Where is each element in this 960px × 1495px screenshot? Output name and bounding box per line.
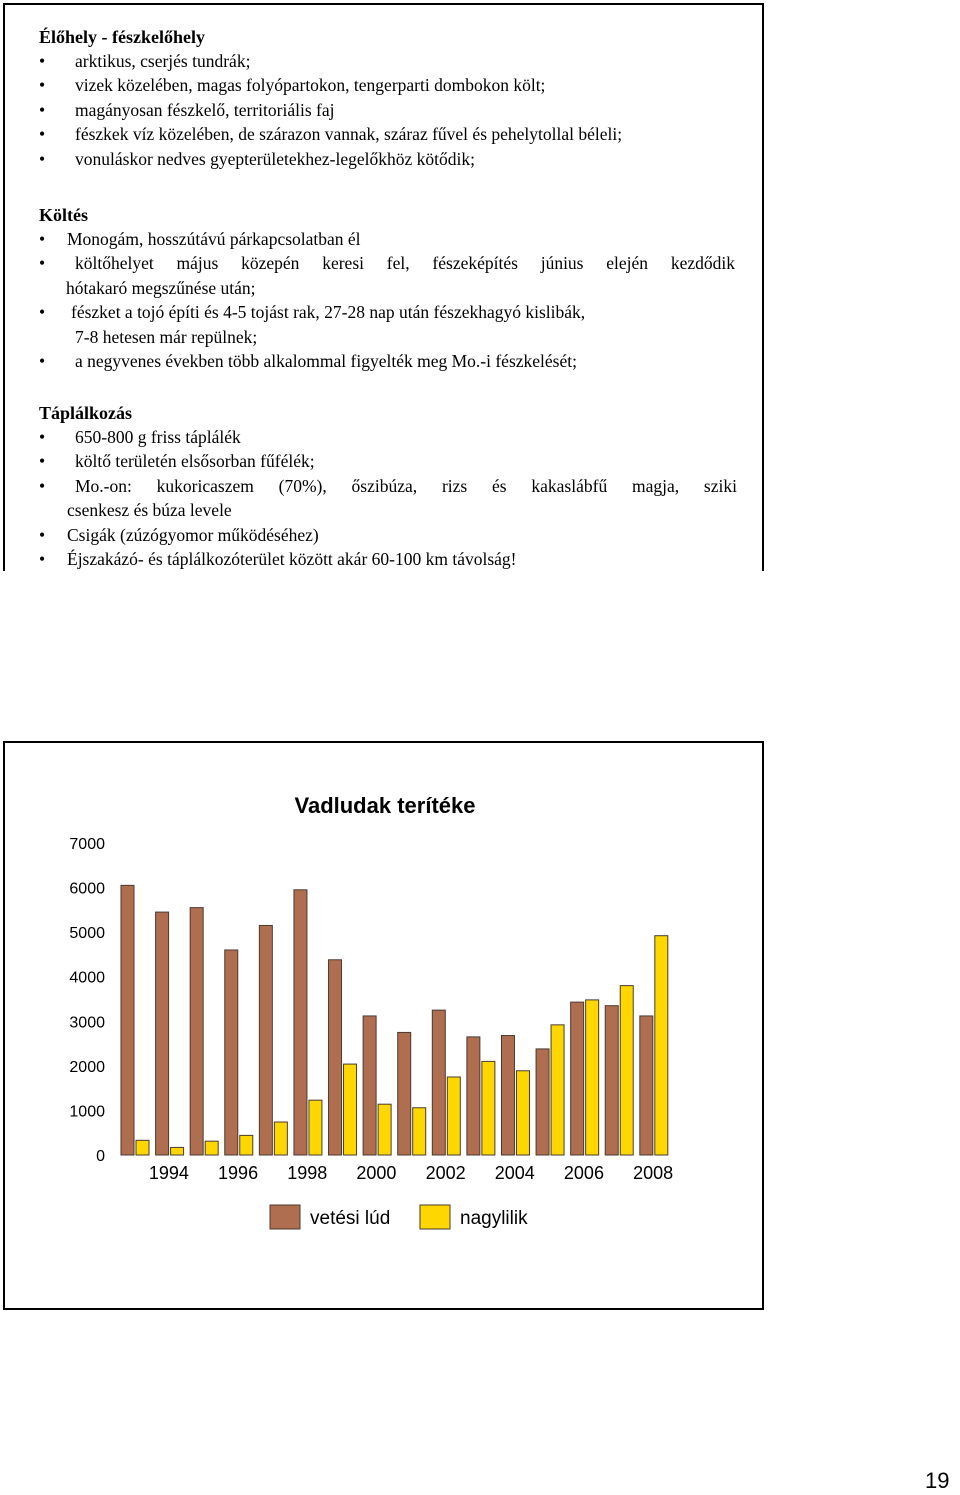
y-tick-label: 6000 [69, 880, 105, 898]
bar-vetesi-lud [156, 912, 169, 1155]
legend-label: nagylilik [460, 1208, 528, 1229]
list-item: • fészkek víz közelében, de szárazon vannak, száraz fűvel és pehelytollal béleli; [39, 122, 739, 146]
bar-vetesi-lud [259, 925, 272, 1155]
chart-title: Vadludak terítéke [294, 793, 476, 818]
list-item: • költő területén elsősorban fűfélék; [39, 449, 739, 473]
legend-swatch [420, 1205, 450, 1229]
bar-vetesi-lud [640, 1016, 653, 1155]
list-item: • Csigák (zúzógyomor működéséhez) [39, 523, 739, 547]
bar-nagylilik [447, 1077, 460, 1155]
list-item: • magányosan fészkelő, territoriális faj [39, 98, 739, 122]
section-taplalkozas [39, 401, 739, 571]
bar-chart [5, 743, 762, 1308]
list-item: • Monogám, hosszútávú párkapcsolatban él [39, 227, 739, 251]
section-elohely [39, 25, 739, 171]
bullet-icon: • [39, 451, 46, 472]
legend-label: vetési lúd [310, 1208, 391, 1229]
y-tick-label: 2000 [69, 1058, 105, 1076]
bar-nagylilik [655, 936, 668, 1155]
list-item: • arktikus, cserjés tundrák; [39, 49, 739, 73]
section-title: Élőhely - fészkelőhely [39, 27, 205, 47]
x-tick-label: 2008 [633, 1163, 674, 1183]
y-axis [69, 836, 105, 1165]
bar-vetesi-lud [225, 950, 238, 1155]
y-tick-label: 5000 [69, 925, 105, 943]
bullet-icon: • [39, 51, 46, 71]
bullet-icon: • [39, 302, 46, 323]
bar-nagylilik [586, 1000, 599, 1155]
bullet-icon: • [39, 124, 46, 145]
list-item: • Mo.-on: kukoricaszem (70%), őszibúza, rizs és kakaslábfű magja, sziki csenkesz és búza levele [39, 474, 739, 523]
text-slide [3, 3, 764, 571]
bullet-icon: • [39, 549, 46, 570]
bullet-icon: • [39, 148, 46, 169]
x-tick-label: 2002 [425, 1163, 466, 1183]
section-title: Táplálkozás [39, 403, 133, 423]
x-tick-label: 2006 [563, 1163, 604, 1183]
page-number: 19 [925, 1468, 950, 1493]
bar-nagylilik [274, 1122, 287, 1155]
legend [270, 1205, 528, 1229]
list-item: • vizek közelében, magas folyópartokon, tengerparti dombokon költ; [39, 73, 739, 97]
bar-nagylilik [171, 1147, 184, 1155]
list-item-continuation: 7-8 hetesen már repülnek; [75, 326, 258, 347]
bar-nagylilik [309, 1100, 322, 1155]
list-item: • Éjszakázó- és táplálkozóterület között akár 60-100 km távolság! [39, 547, 739, 571]
legend-swatch [270, 1205, 300, 1229]
x-tick-label: 2004 [494, 1163, 535, 1183]
list-item: • költőhelyet május közepén keresi fel, fészeképítés június elején kezdődik hótakaró megszűnése után; [39, 251, 739, 300]
section-koltes [39, 203, 739, 373]
y-tick-label: 4000 [69, 969, 105, 987]
x-tick-label: 2000 [356, 1163, 397, 1183]
bar-vetesi-lud [536, 1049, 549, 1155]
x-axis [149, 1163, 673, 1183]
bullet-icon: • [39, 99, 46, 120]
bar-nagylilik [551, 1025, 564, 1155]
x-tick-label: 1996 [218, 1163, 259, 1183]
bar-nagylilik [620, 986, 633, 1155]
bar-vetesi-lud [501, 1036, 514, 1155]
list-item-continuation: hótakaró megszűnése után; [66, 277, 256, 298]
bar-vetesi-lud [294, 890, 307, 1155]
bar-vetesi-lud [398, 1032, 411, 1155]
bullet-icon: • [39, 253, 46, 274]
list-item: • 650-800 g friss táplálék [39, 425, 739, 449]
bullet-icon: • [39, 524, 46, 545]
section-title: Költés [39, 205, 88, 225]
bar-vetesi-lud [432, 1010, 445, 1155]
chart-slide [3, 741, 764, 1310]
bar-nagylilik [240, 1135, 253, 1155]
bar-nagylilik [344, 1064, 357, 1155]
y-tick-label: 1000 [69, 1103, 105, 1121]
bars [121, 885, 668, 1155]
bullet-icon: • [39, 475, 46, 496]
x-tick-label: 1994 [148, 1163, 189, 1183]
bar-vetesi-lud [605, 1006, 618, 1155]
bar-nagylilik [516, 1071, 529, 1155]
bar-nagylilik [482, 1061, 495, 1155]
x-tick-label: 1998 [287, 1163, 328, 1183]
list-item: • a negyvenes években több alkalommal figyelték meg Mo.-i fészkelését; [39, 349, 739, 373]
bar-vetesi-lud [190, 908, 203, 1155]
y-tick-label: 3000 [69, 1014, 105, 1032]
bullet-icon: • [39, 351, 46, 372]
list-item-continuation: csenkesz és búza levele [67, 500, 232, 521]
bar-vetesi-lud [121, 885, 134, 1155]
list-item: • vonuláskor nedves gyepterületekhez-legelőkhöz kötődik; [39, 147, 739, 171]
bullet-icon: • [39, 427, 46, 447]
bar-vetesi-lud [467, 1037, 480, 1155]
y-tick-label: 7000 [69, 836, 105, 853]
y-tick-label: 0 [96, 1148, 105, 1165]
bar-vetesi-lud [363, 1016, 376, 1155]
list-item: • fészket a tojó építi és 4-5 tojást rak, 27-28 nap után fészekhagyó kislibák, 7-8 hetesen már repülnek; [39, 300, 739, 349]
bullet-icon: • [39, 75, 46, 96]
bar-vetesi-lud [571, 1002, 584, 1155]
bar-nagylilik [205, 1141, 218, 1155]
bullet-icon: • [39, 229, 46, 249]
bar-nagylilik [378, 1104, 391, 1155]
bar-nagylilik [136, 1140, 149, 1155]
bar-nagylilik [413, 1108, 426, 1155]
bar-vetesi-lud [329, 960, 342, 1155]
